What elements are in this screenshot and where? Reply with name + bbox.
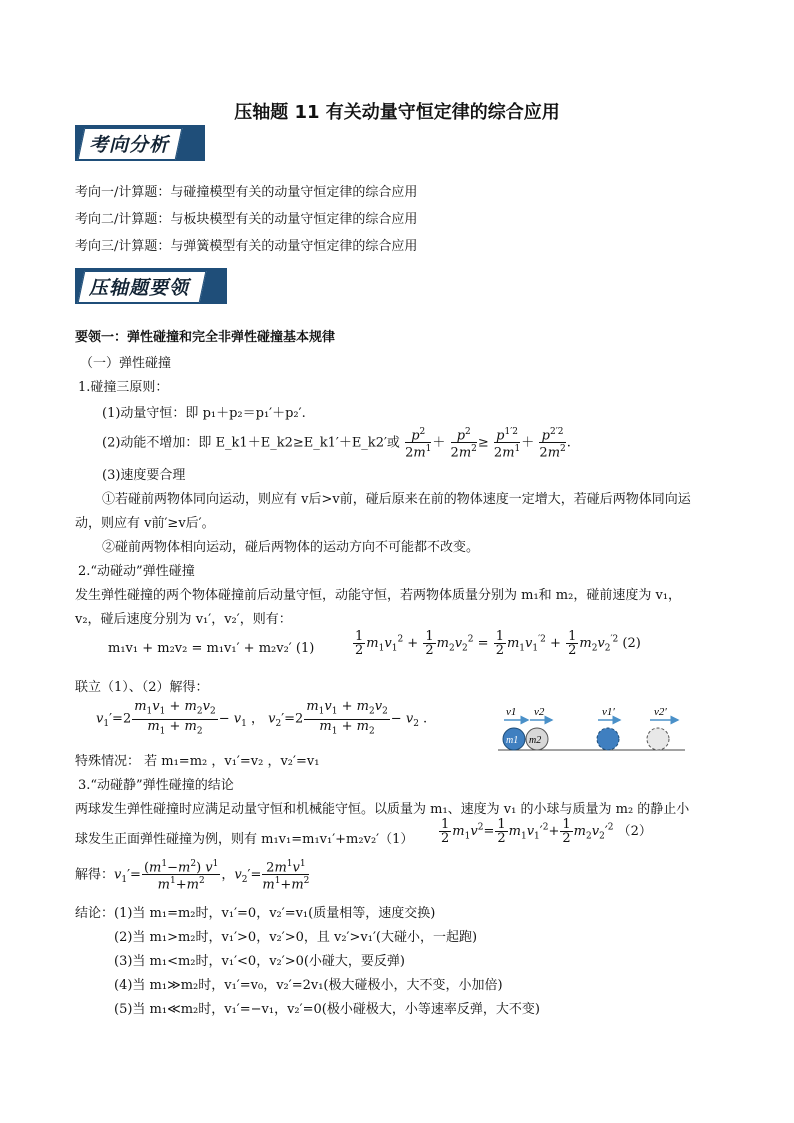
rule-equation: p₁＋p₂＝p₁′＋p₂′. xyxy=(202,406,306,421)
v2-label: v2 xyxy=(534,706,545,718)
paragraph-heading: 1.碰撞三原则： xyxy=(78,380,169,395)
rule-label: (1)动量守恒：即 xyxy=(102,406,199,421)
page-title: 压轴题 11 有关动量守恒定律的综合应用 xyxy=(234,102,560,123)
fraction: $\frac{p^{2'2}}{2m^2}$ xyxy=(539,427,566,461)
paragraph-text: 两球发生弹性碰撞时应满足动量守恒和机械能守恒。以质量为 m₁、速度为 v₁ 的小球与质量为 m₂ 的静止小 xyxy=(75,802,690,817)
direction-2: 考向二/计算题：与板块模型有关的动量守恒定律的综合应用 xyxy=(75,212,418,227)
solution-result: 解得：$v_1'=$ $\frac{(m^1-m^2) v^1}{m^1+m^2}$ ，$v_2'=$ $\frac{2m^1v^1}{m^1+m^2}$ xyxy=(75,859,310,893)
fraction: $\frac{p^{1'2}}{2m^1}$ xyxy=(493,427,521,461)
energy-equation: $\frac{1}{2}$ $m_1v_1^2$ + $\frac{1}{2}$ $m_2v_2^2$ = $\frac{1}{2}$ $m_1v_1^{'2}$ + $\frac{1}{2}$ $m_2v_2^{'2}$ (2) xyxy=(355,629,641,658)
joint-solution-label: 联立（1）、（2）解得： xyxy=(75,680,209,695)
fraction: $\frac{p^2}{2m^1}$ xyxy=(405,427,432,461)
conclusion-2: (2)当 m₁>m₂时，v₁′>0，v₂′>0，且 v₂′>v₁′(大碰小，一起跑) xyxy=(114,930,478,945)
conclusion-4: (4)当 m₁≫m₂时，v₁′=v₀，v₂′=2v₁(极大碰极小，大不变，小加倍) xyxy=(114,978,503,993)
paragraph-text: v₂，碰后速度分别为 v₁′，v₂′，则有： xyxy=(75,612,292,627)
rule-3a: ①若碰前两物体同向运动，则应有 v后>v前，碰后原来在前的物体速度一定增大，若碰后两物体同向运 xyxy=(102,492,691,507)
solution-equations: $v_1'=2$ $\frac{m_1v_1 + m_2v_2}{m_1 + m_2}$ − $v_1$ ， $v_2'=2$ $\frac{m_1v_1 + m_2v_2}{m_1 + m_2}$ − $v_2$ . xyxy=(96,699,428,737)
banner-label: 考向分析 xyxy=(89,134,170,156)
conclusion-1: 结论：(1)当 m₁=m₂时，v₁′=0，v₂′=v₁(质量相等，速度交换) xyxy=(75,906,436,921)
special-case: 特殊情况： 若 m₁=m₂ ，v₁′=v₂ ，v₂′=v₁ xyxy=(75,754,320,769)
rule-2: (2)动能不增加：即 E_k1＋E_k2≥E_k1′＋E_k2′或 $\frac{p^2}{2m^1}$ ＋ $\frac{p^2}{2m^2}$ ≥ $\frac{p^{1'2}}{2m^1}$ ＋ $\frac{p^{2'2}}{2m^2}$ . xyxy=(102,427,571,461)
collision-diagram xyxy=(490,700,690,758)
paragraph-heading: 2.“动碰动”弹性碰撞 xyxy=(78,564,195,579)
ball-m1-after xyxy=(597,728,619,750)
rule-3: (3)速度要合理 xyxy=(102,468,186,483)
solve-label: 解得： xyxy=(75,867,115,883)
key-point-heading: 要领一：弹性碰撞和完全非弹性碰撞基本规律 xyxy=(75,330,336,345)
paragraph-heading: 3.“动碰静”弹性碰撞的结论 xyxy=(78,778,234,793)
v2p-label: v2′ xyxy=(654,706,667,718)
v1-label: v1 xyxy=(506,706,517,718)
section-banner-keypoints xyxy=(75,268,227,304)
momentum-equation: m₁v₁ + m₂v₂ = m₁v₁′ + m₂v₂′ (1) xyxy=(108,641,315,656)
ball-m2-after xyxy=(647,728,669,750)
rule-3b: ②碰前两物体相向运动，碰后两物体的运动方向不可能都不改变。 xyxy=(102,540,480,555)
direction-1: 考向一/计算题：与碰撞模型有关的动量守恒定律的综合应用 xyxy=(75,185,418,200)
paragraph-text: 发生弹性碰撞的两个物体碰撞前后动量守恒，动能守恒，若两物体质量分别为 m₁和 m₂，碰前速度为 v₁， xyxy=(75,588,682,603)
rule-1 xyxy=(102,402,306,421)
rule-label: (2)动能不增加：即 xyxy=(102,435,212,451)
m1-label: m1 xyxy=(506,735,519,746)
section-banner-analysis xyxy=(75,125,205,161)
paragraph-text: 球发生正面弹性碰撞为例，则有 m₁v₁=m₁v₁′+m₂v₂′（1） xyxy=(75,832,414,847)
banner-label: 压轴题要领 xyxy=(89,277,190,299)
direction-3: 考向三/计算题：与弹簧模型有关的动量守恒定律的综合应用 xyxy=(75,239,418,254)
fraction: $\frac{p^2}{2m^2}$ xyxy=(450,427,477,461)
subsection-heading: （一）弹性碰撞 xyxy=(80,356,172,371)
v1p-label: v1′ xyxy=(602,706,615,718)
rule-equation: E_k1＋E_k2≥E_k1′＋E_k2′或 xyxy=(215,435,400,451)
rule-3a-cont: 动，则应有 v前′≥v后′。 xyxy=(75,516,215,531)
conclusion-5: (5)当 m₁≪m₂时，v₁′=−v₁，v₂′=0(极小碰极大，小等速率反弹，大不变) xyxy=(114,1002,540,1017)
m2-label: m2 xyxy=(529,735,542,746)
conclusion-3: (3)当 m₁<m₂时，v₁′<0，v₂′>0(小碰大，要反弹) xyxy=(114,954,406,969)
energy-equation-2: $\frac{1}{2}$ $m_1v^2=$ $\frac{1}{2}$ $m_1v_1'^2+$ $\frac{1}{2}$ $m_2v_2'^2$ （2） xyxy=(441,817,652,846)
